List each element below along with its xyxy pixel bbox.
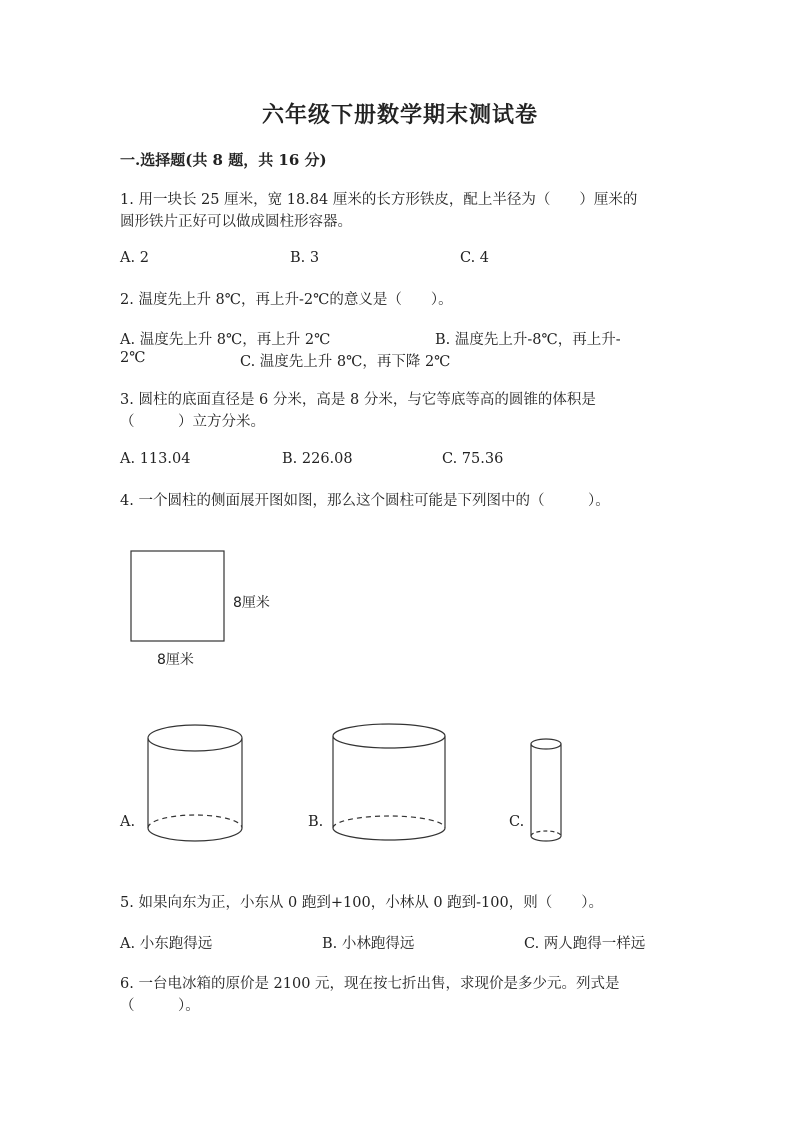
question-3-line-2: （ ）立方分米。 xyxy=(120,414,265,430)
page-title: 六年级下册数学期末测试卷 xyxy=(261,102,538,128)
cylinder-a-figure xyxy=(140,720,252,848)
cylinder-a-top xyxy=(148,725,242,751)
question-4-option-c: C. xyxy=(509,814,525,830)
question-2-option-b: B. 温度先上升-8℃，再上升- xyxy=(435,332,621,348)
square-shape xyxy=(131,551,224,641)
question-2-option-a: A. 温度先上升 8℃，再上升 2℃ xyxy=(120,332,331,348)
question-5-line-1: 5. 如果向东为正，小东从 0 跑到+100，小林从 0 跑到-100，则（ ）。 xyxy=(120,895,603,911)
side-length-label: 8厘米 xyxy=(233,595,270,611)
question-4-line-1: 4. 一个圆柱的侧面展开图如图，那么这个圆柱可能是下列图中的（ ）。 xyxy=(120,493,610,509)
cylinder-a-bottom-front xyxy=(148,828,242,841)
cylinder-c-top xyxy=(531,739,561,749)
question-6-line-2: （ ）。 xyxy=(120,998,200,1014)
cylinder-c-bottom-front xyxy=(531,836,561,841)
question-1-line-1: 1. 用一块长 25 厘米，宽 18.84 厘米的长方形铁皮，配上半径为（ ）厘米的 xyxy=(120,192,638,208)
question-3-option-b: B. 226.08 xyxy=(282,451,353,467)
question-6-line-1: 6. 一台电冰箱的原价是 2100 元，现在按七折出售，求现价是多少元。列式是 xyxy=(120,976,620,992)
question-3-option-a: A. 113.04 xyxy=(120,451,191,467)
question-1-option-c: C. 4 xyxy=(460,250,490,266)
cylinder-b-figure xyxy=(326,718,454,848)
question-2-line-1: 2. 温度先上升 8℃，再上升-2℃的意义是（ ）。 xyxy=(120,292,453,308)
question-1-option-a: A. 2 xyxy=(120,250,149,266)
bottom-length-label: 8厘米 xyxy=(157,652,194,668)
question-5-option-c: C. 两人跑得一样远 xyxy=(524,936,646,952)
question-5-option-b: B. 小林跑得远 xyxy=(322,936,415,952)
section-heading: 一.选择题(共 8 题，共 16 分) xyxy=(120,151,327,169)
question-2-option-c: C. 温度先上升 8℃，再下降 2℃ xyxy=(240,354,451,370)
cylinder-c-bottom-back xyxy=(531,831,561,836)
question-4-option-b: B. xyxy=(308,814,324,830)
question-2-option-b-continued: 2℃ xyxy=(120,350,146,366)
question-5-option-a: A. 小东跑得远 xyxy=(120,936,213,952)
cylinder-c-figure xyxy=(526,734,568,848)
cylinder-b-bottom-front xyxy=(333,828,445,840)
question-1-line-2: 圆形铁片正好可以做成圆柱形容器。 xyxy=(120,214,352,230)
question-3-option-c: C. 75.36 xyxy=(442,451,504,467)
cylinder-a-bottom-back xyxy=(148,815,242,828)
cylinder-b-bottom-back xyxy=(333,816,445,828)
question-1-option-b: B. 3 xyxy=(290,250,320,266)
question-4-option-a: A. xyxy=(120,814,136,830)
cylinder-b-top xyxy=(333,724,445,748)
question-3-line-1: 3. 圆柱的底面直径是 6 分米，高是 8 分米，与它等底等高的圆锥的体积是 xyxy=(120,392,596,408)
